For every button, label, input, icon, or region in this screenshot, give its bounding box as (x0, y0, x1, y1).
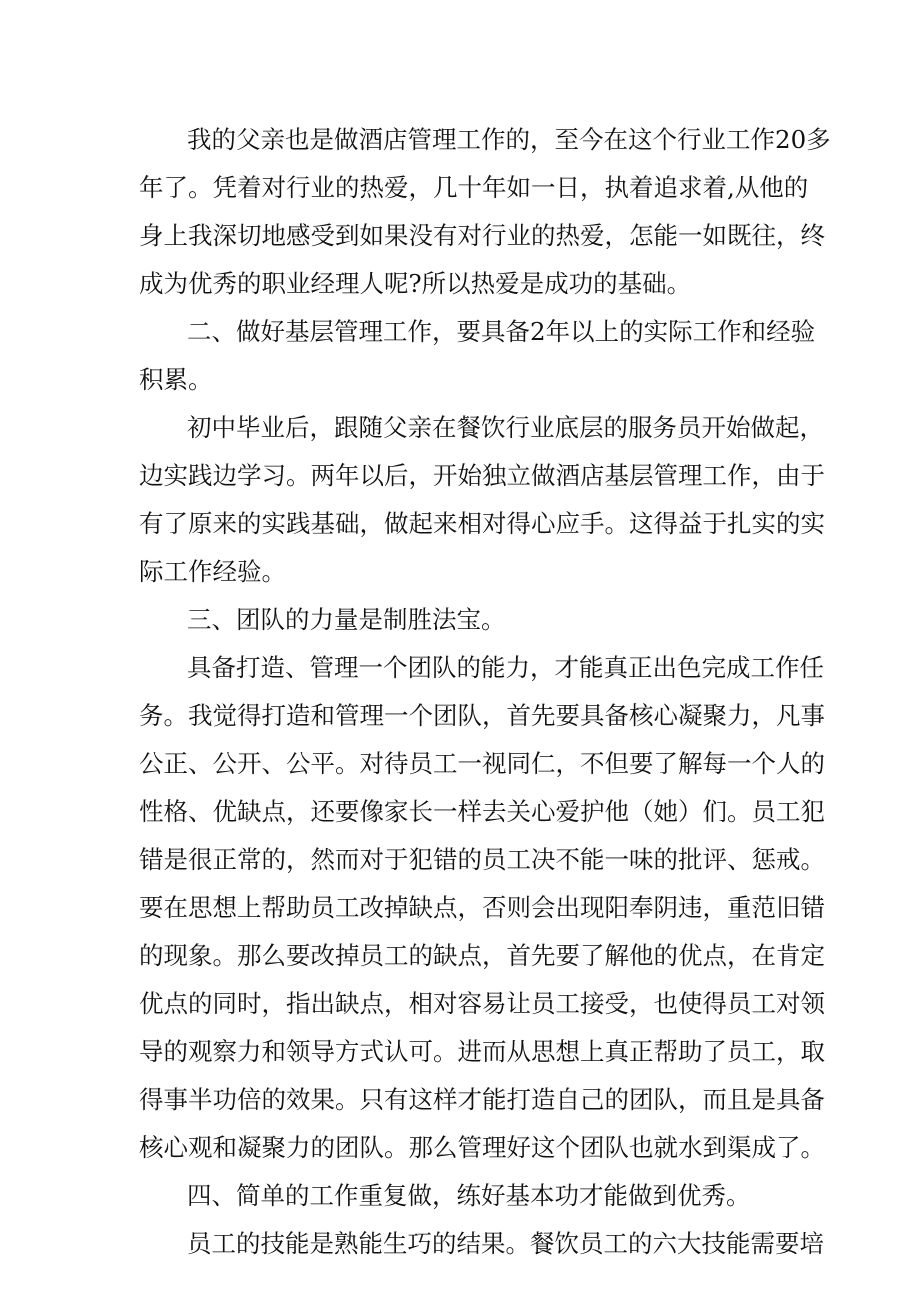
text-line: 导的观察力和领导方式认可。进而从思想上真正帮助了员工，取 (139, 1037, 825, 1066)
text-line: 年了。凭着对行业的热爱，几十年如一日，执着追求着,从他的 (139, 173, 809, 202)
text-line: 具备打造、管理一个团队的能力，才能真正出色完成工作任 (187, 653, 824, 682)
text-line: 三、团队的力量是制胜法宝。 (187, 605, 506, 634)
text-line: 性格、优缺点，还要像家长一样去关心爱护他（她）们。员工犯 (139, 797, 825, 826)
body-text (139, 116, 831, 1268)
text-line: 我的父亲也是做酒店管理工作的，至今在这个行业工作20多 (187, 125, 831, 154)
text-line: 优点的同时，指出缺点，相对容易让员工接受，也使得员工对领 (139, 989, 825, 1018)
text-line: 二、做好基层管理工作，要具备2年以上的实际工作和经验 (187, 317, 816, 346)
text-line: 得事半功倍的效果。只有这样才能打造自己的团队，而且是具备 (139, 1085, 825, 1114)
text-line: 四、简单的工作重复做，练好基本功才能做到优秀。 (187, 1181, 751, 1210)
text-line: 有了原来的实践基础，做起来相对得心应手。这得益于扎实的实 (139, 509, 825, 538)
text-line: 错是很正常的，然而对于犯错的员工决不能一味的批评、惩戒。 (139, 845, 825, 874)
text-line: 核心观和凝聚力的团队。那么管理好这个团队也就水到渠成了。 (139, 1133, 825, 1162)
text-line: 务。我觉得打造和管理一个团队，首先要具备核心凝聚力，凡事 (139, 701, 825, 730)
text-line: 积累。 (139, 365, 213, 394)
text-line: 公正、公开、公平。对待员工一视同仁，不但要了解每一个人的 (139, 749, 825, 778)
text-line: 初中毕业后，跟随父亲在餐饮行业底层的服务员开始做起， (187, 413, 824, 442)
text-line: 要在思想上帮助员工改掉缺点，否则会出现阳奉阴违，重范旧错 (139, 893, 825, 922)
text-line: 的现象。那么要改掉员工的缺点，首先要了解他的优点，在肯定 (139, 941, 825, 970)
text-line: 身上我深切地感受到如果没有对行业的热爱，怎能一如既往，终 (139, 221, 825, 250)
text-line: 成为优秀的职业经理人呢?所以热爱是成功的基础。 (139, 269, 692, 298)
text-line: 员工的技能是熟能生巧的结果。餐饮员工的六大技能需要培 (187, 1229, 824, 1258)
text-line: 际工作经验。 (139, 557, 286, 586)
text-line: 边实践边学习。两年以后，开始独立做酒店基层管理工作，由于 (139, 461, 825, 490)
